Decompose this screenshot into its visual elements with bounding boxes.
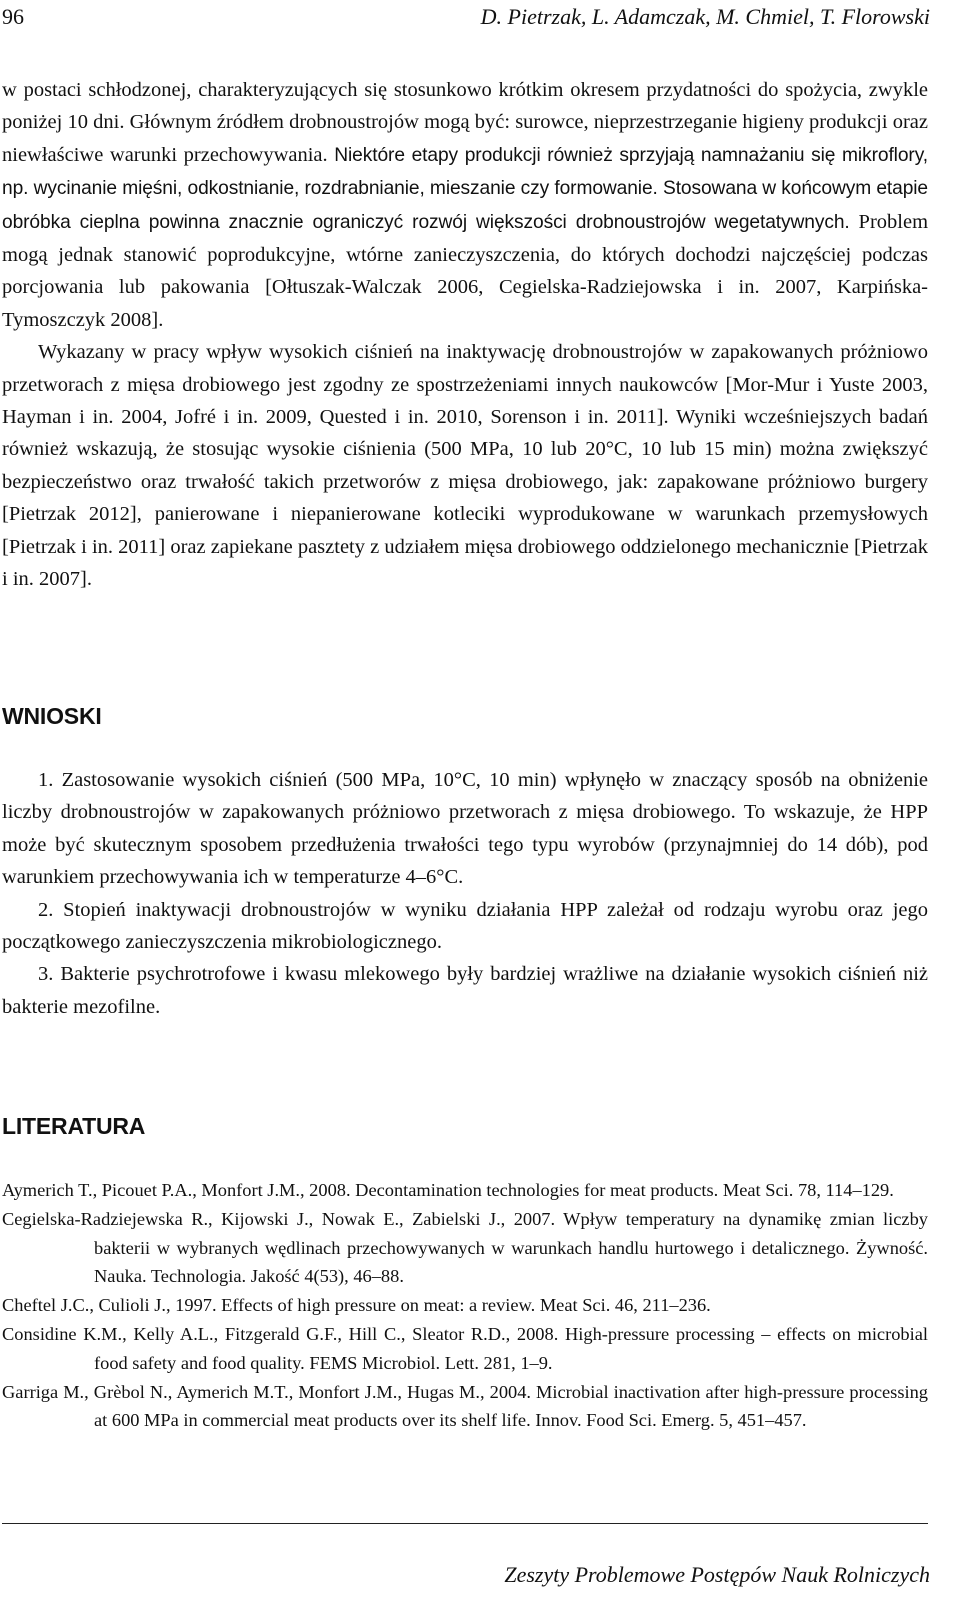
discussion-paragraph-1 [2, 74, 928, 336]
running-head-authors: D. Pietrzak, L. Adamczak, M. Chmiel, T. Florowski [480, 4, 930, 29]
paragraph-1-part-b: Niektóre etapy produkcji również sprzyjają namnażaniu się mikroflory, np. wycinanie mięśni, odkostnianie, rozdrabnianie, mieszanie czy formowanie. Stosowana w końcowym etapie obróbka cieplna powinna znacznie ograniczyć rozwój większości drobnoustrojów wegetatywnych. [2, 144, 929, 233]
paragraph-1-part-a: w postaci schłodzonej, charakteryzujących się stosunkowo krótkim okresem przydatności do spożycia, zwykle poniżej 10 dni. Głównym źródłem drobnoustrojów mogą być: surowce, nieprzestrzeganie higieny produkcji oraz niewłaściwe warunki przechowywania. [2, 79, 928, 166]
references-list [2, 1176, 928, 1435]
reference-item: Garriga M., Grèbol N., Aymerich M.T., Monfort J.M., Hugas M., 2004. Microbial inactivation after high-pressure processing at 600 MPa in commercial meat products over its shelf life. Innov. Food Sci. Emerg. 5, 451–457. [2, 1381, 928, 1431]
discussion-text [2, 74, 928, 596]
conclusion-item-3: 3. Bakterie psychrotrofowe i kwasu mlekowego były bardziej wrażliwe na działanie wysokich ciśnień niż bakterie mezofilne. [2, 963, 928, 1018]
conclusions-list [2, 764, 928, 1023]
footer-divider [2, 1523, 928, 1524]
reference-item: Aymerich T., Picouet P.A., Monfort J.M., 2008. Decontamination technologies for meat products. Meat Sci. 78, 114–129. [2, 1180, 894, 1200]
page-header [0, 0, 960, 40]
page-number: 96 [2, 4, 24, 29]
conclusion-item-2: 2. Stopień inaktywacji drobnoustrojów w wyniku działania HPP zależał od rodzaju wyrobu oraz jego początkowego zanieczyszczenia mikrobiologicznego. [2, 898, 928, 954]
conclusion-item-1: 1. Zastosowanie wysokich ciśnień (500 MPa, 10°C, 10 min) wpłynęło w znaczący sposób na obniżenie liczby drobnoustrojów w zapakowanych próżniowo przetworach z mięsa drobiowego. To wskazuje, że HPP może być skutecznym sposobem przedłużenia trwałości tego typu wyrobów (przynajmniej do 14 dób), pod warunkiem przechowywania ich w temperaturze 4–6°C. [2, 769, 928, 889]
reference-item: Considine K.M., Kelly A.L., Fitzgerald G.F., Hill C., Sleator R.D., 2008. High-pressure processing – effects on microbial food safety and food quality. FEMS Microbiol. Lett. 281, 1–9. [2, 1323, 928, 1373]
references-heading: LITERATURA [2, 1113, 146, 1139]
reference-item: Cheftel J.C., Culioli J., 1997. Effects of high pressure on meat: a review. Meat Sci. 46, 211–236. [2, 1295, 711, 1316]
paragraph-1-part-c: Problem mogą jednak stanowić poprodukcyjne, wtórne zanieczyszczenia, do których dochodzi najczęściej podczas porcjowania lub pakowania [Ołtuszak-Walczak 2006, Cegielska-Radziejowska i in. 2007, Karpińska-Tymoszczyk 2008]. [2, 210, 929, 331]
reference-item: Cegielska-Radziejewska R., Kijowski J., Nowak E., Zabielski J., 2007. Wpływ temperatury na dynamikę zmian liczby bakterii w wybranych wędlinach przechowywanych w warunkach handlu hurtowego i detalicznego. Żywność. Nauka. Technologia. Jakość 4(53), 46–88. [2, 1208, 928, 1287]
discussion-paragraph-2: Wykazany w pracy wpływ wysokich ciśnień na inaktywację drobnoustrojów w zapakowanych próżniowo przetworach z mięsa drobiowego jest zgodny ze spostrzeżeniami innych naukowców [Mor-Mur i Yuste 2003, Hayman i in. 2004, Jofré i in. 2009, Quested i in. 2010, Sorenson i in. 2011]. Wyniki wcześniejszych badań również wskazują, że stosując wysokie ciśnienia (500 MPa, 10 lub 20°C, 10 lub 15 min) można zwiększyć bezpieczeństwo oraz trwałość takich przetworów z mięsa drobiowego, jak: zapakowane próżniowo burgery [Pietrzak 2012], panierowane i niepanierowane kotleciki wyprodukowane w warunkach przemysłowych [Pietrzak i in. 2011] oraz zapiekane pasztety z udziałem mięsa drobiowego oddzielonego mechanicznie [Pietrzak i in. 2007]. [2, 341, 928, 591]
conclusions-heading: WNIOSKI [2, 703, 102, 729]
footer-journal-title: Zeszyty Problemowe Postępów Nauk Rolniczych [504, 1562, 930, 1587]
